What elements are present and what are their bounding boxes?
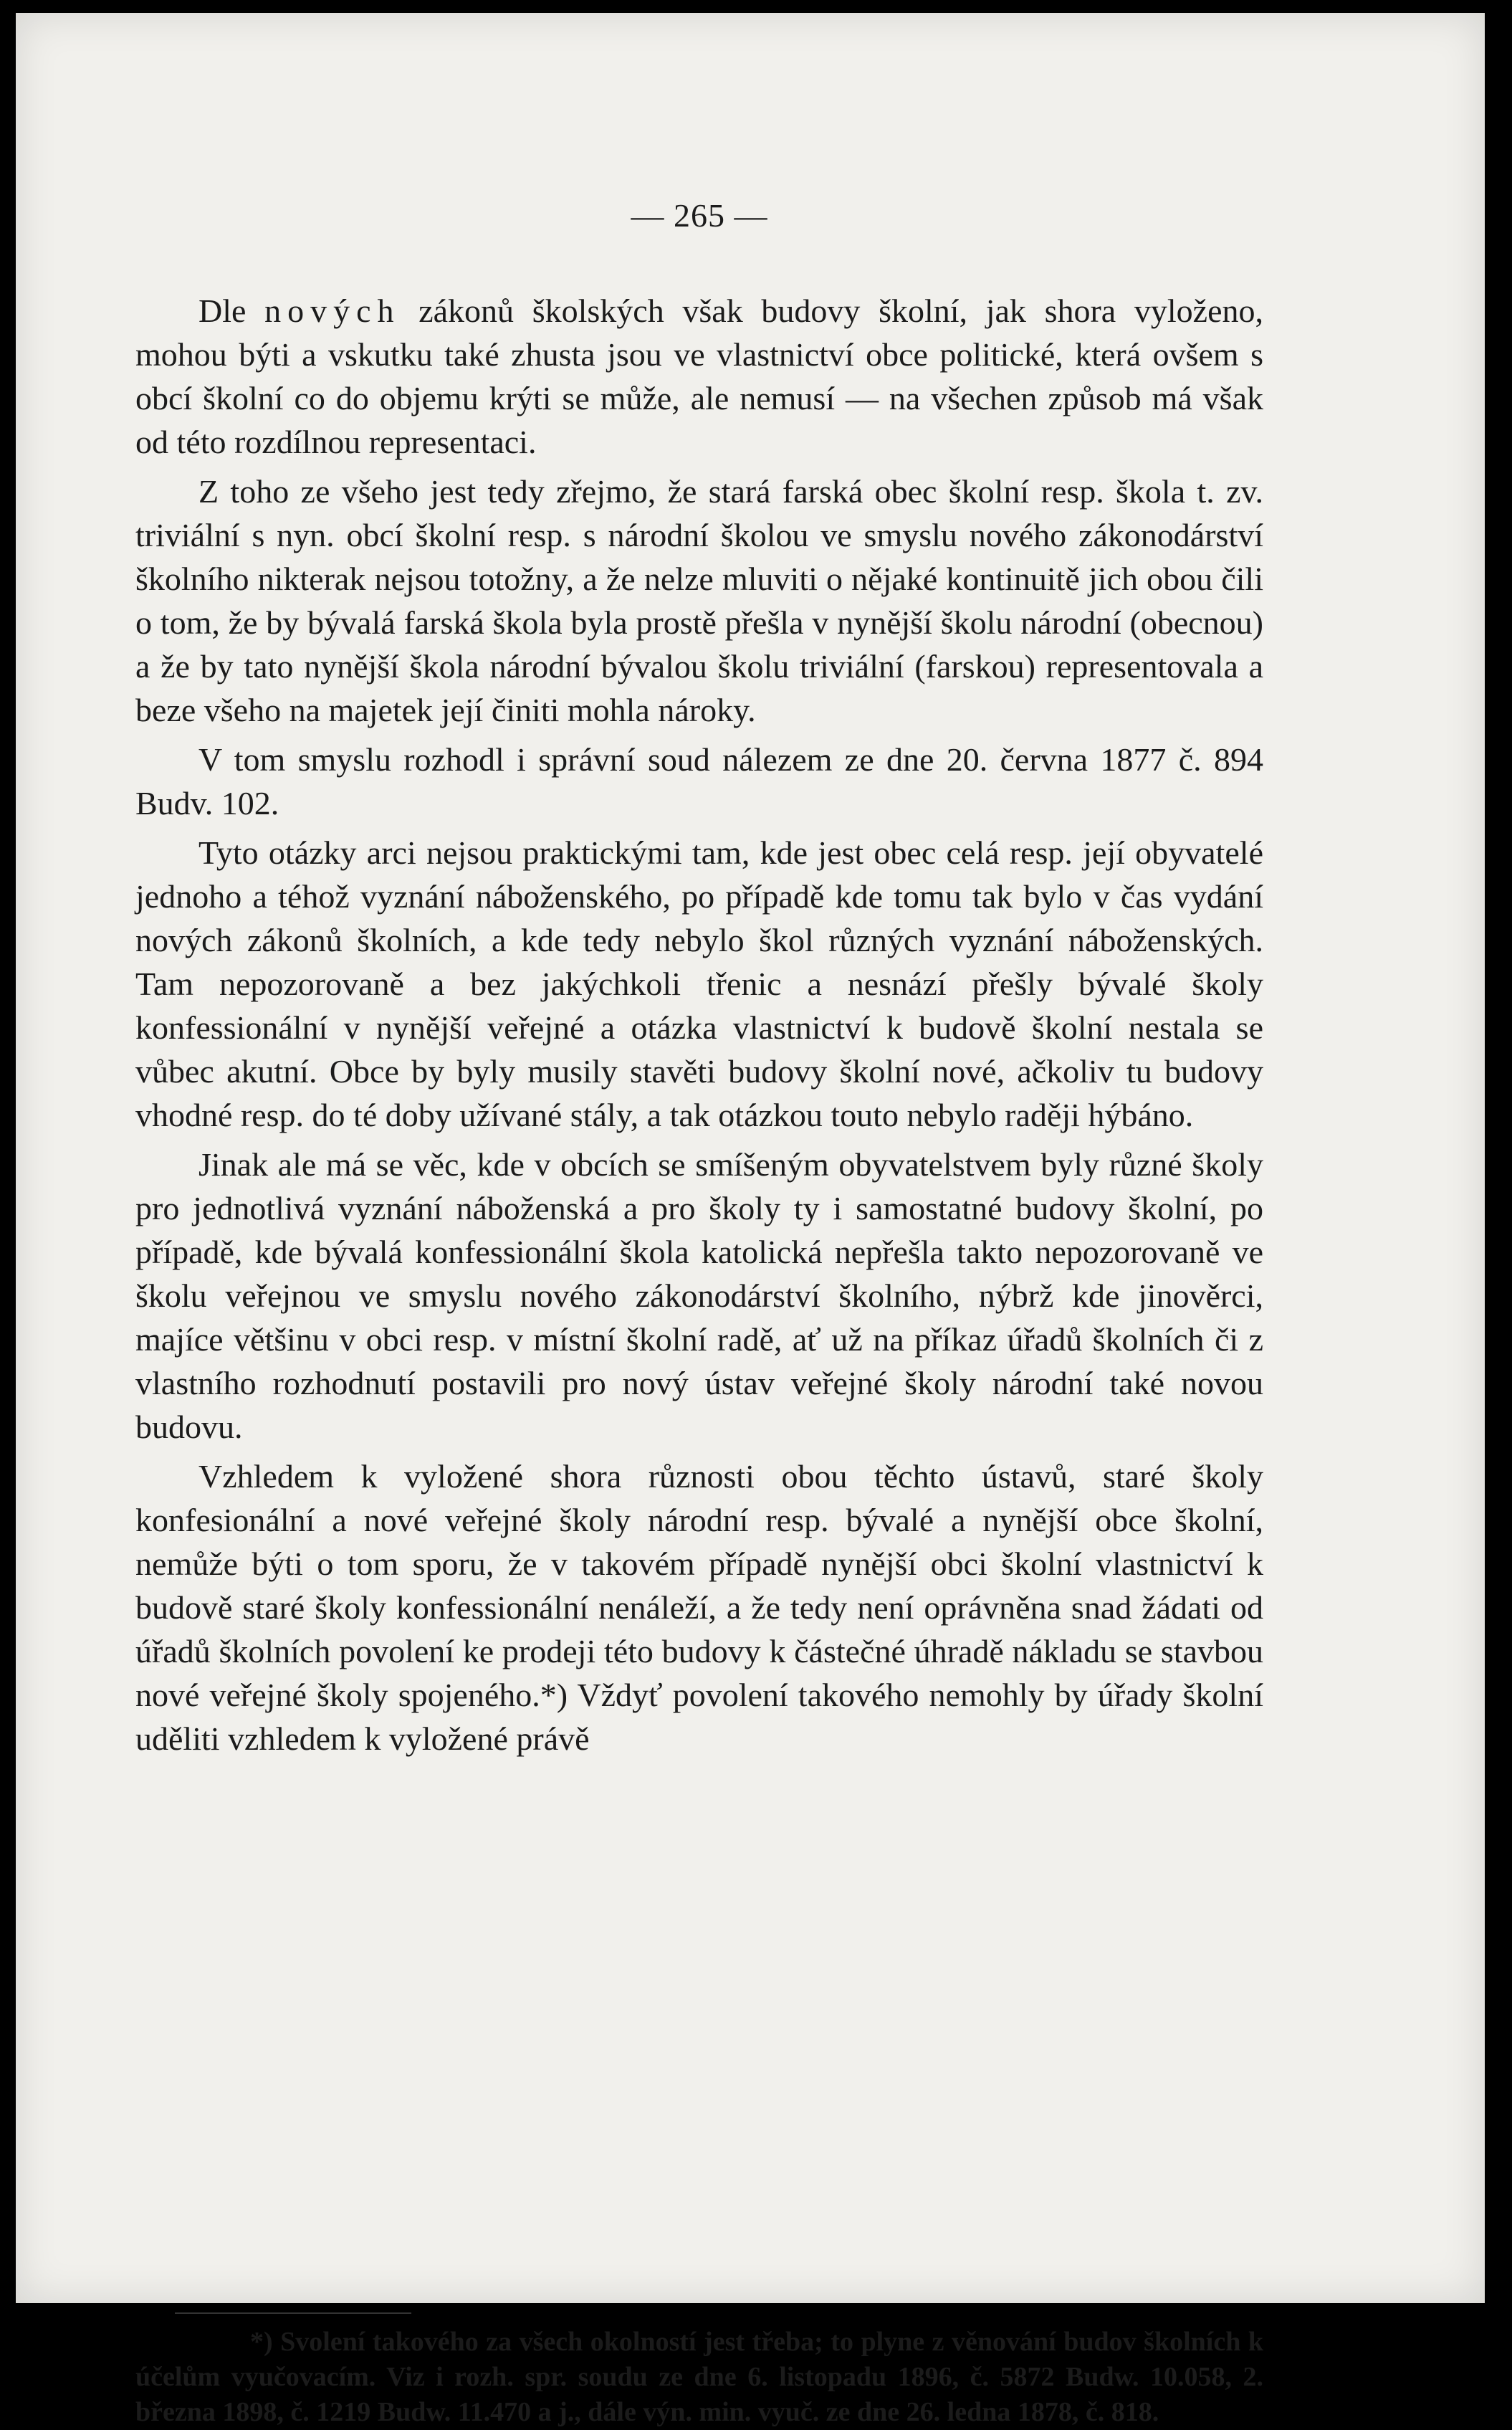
page-number: — 265 — (631, 197, 768, 234)
paragraph-1-lead: Dle (198, 292, 265, 329)
footnotes (135, 2325, 1263, 2430)
footnote-1: *) Svolení takového za všech okolností jest třeba; to plyne z věnování budov školních k účelům vyučovacím. Viz i rozh. spr. soudu ze dne 6. listopadu 1896, č. 5872 Budw. 10.058, 2. března 1898, č. 1219 Budw. 11.470 a j., dále výn. min. vyuč. ze dne 26. ledna 1878, č. 818. (135, 2327, 1263, 2427)
paragraph-5: Jinak ale má se věc, kde v obcích se smíšeným obyvatelstvem byly různé školy pro jednotlivá vyznání náboženská a pro školy ty i samostatné budovy školní, po případě, kde bývalá konfessionální škola katolická nepřešla takto nepozorovaně ve školu veřejnou ve smyslu nového zákonodárství školního, nýbrž kde jinověrci, majíce většinu v obci resp. v místní školní radě, ať už na příkaz úřadů školních či z vlastního rozhodnutí postavili pro nový ústav veřejné školy národní také novou budovu. (135, 1146, 1263, 1445)
scanned-page (16, 13, 1485, 2427)
body-text (135, 289, 1263, 1760)
paragraph-3: V tom smyslu rozhodl i správní soud nálezem ze dne 20. června 1877 č. 894 Budv. 102. (135, 741, 1263, 821)
paragraph-1 (135, 289, 1263, 464)
paragraph-6: Vzhledem k vyložené shora různosti obou těchto ústavů, staré školy konfesionální a nové veřejné školy národní resp. bývalé a nynější obce školní, nemůže býti o tom sporu, že v takovém případě nynější obci školní vlastnictví k budově staré školy konfessionální nenáleží, a že tedy není oprávněna snad žádati od úřadů školních povolení ke prodeji této budovy k částečné úhradě nákladu se stavbou nové veřejné školy spojeného.*) Vždyť povolení takového nemohly by úřady školní uděliti vzhledem k vyložené právě (135, 1458, 1263, 1757)
footnote-divider (175, 2312, 411, 2314)
paragraph-1-rest: zákonů školských však budovy školní, jak shora vyloženo, mohou býti a vskutku také zhusta jsou ve vlastnictví obce politické, která ovšem s obcí školní co do objemu krýti se může, ale nemusí — na všechen způsob má však od této rozdílnou representaci. (135, 292, 1264, 460)
paragraph-2: Z toho ze všeho jest tedy zřejmo, že stará farská obec školní resp. škola t. zv. triviální s nyn. obcí školní resp. s národní školou ve smyslu nového zákonodárství školního nikterak nejsou totožny, a že nelze mluviti o nějaké kontinuitě jich obou čili o tom, že by bývalá farská škola byla prostě přešla v nynější školu národní (obecnou) a že by tato nynější škola národní bývalou školu triviální (farskou) representovala a beze všeho na majetek její činiti mohla nároky. (135, 473, 1263, 728)
paragraph-4: Tyto otázky arci nejsou praktickými tam, kde jest obec celá resp. její obyvatelé jednoho a téhož vyznání náboženského, po případě kde tomu tak bylo v čas vydání nových zákonů školních, a kde tedy nebylo škol různých vyznání náboženských. Tam nepozorovaně a bez jakýchkoli třenic a nesnází přešly bývalé školy konfessionální v nynější veřejné a otázka vlastnictví k budově školní nestala se vůbec akutní. Obce by byly musily stavěti budovy školní nové, ačkoliv tu budovy vhodné resp. do té doby užívané stály, a tak otázkou touto nebylo raději hýbáno. (135, 834, 1263, 1133)
paragraph-1-emphasis: nových (264, 292, 401, 329)
